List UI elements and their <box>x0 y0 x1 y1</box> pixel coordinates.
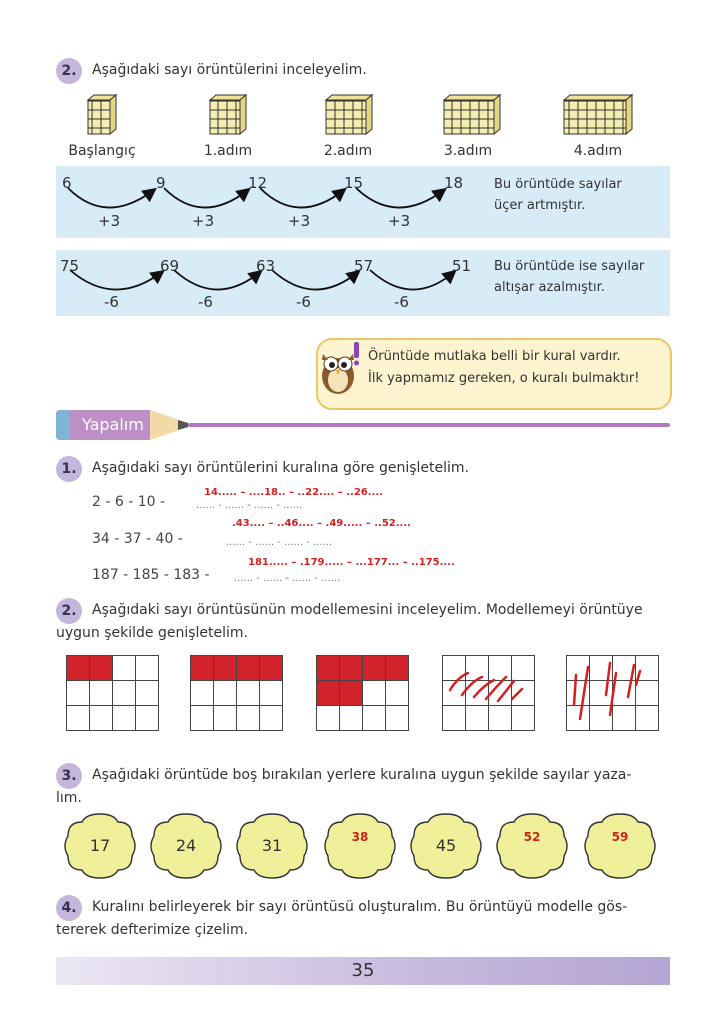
cube-block-start <box>88 95 116 134</box>
model-grid-3 <box>316 655 409 731</box>
yapalim-label: Yapalım <box>82 415 144 434</box>
sequence-given: 2 - 6 - 10 - <box>92 494 166 510</box>
cube-block-step1 <box>210 95 246 134</box>
sequence-number: 6 <box>62 174 72 192</box>
operation-label: +3 <box>98 212 121 230</box>
owl-note-line2: İlk yapmamız gereken, o kuralı bulmaktır! <box>368 371 640 386</box>
band-note-line2: altışar azalmıştır. <box>494 280 605 295</box>
step-label: 1.adım <box>203 143 253 159</box>
owl-note-text <box>368 346 639 390</box>
flower-value: 31 <box>261 836 283 855</box>
question-number-badge: 2. <box>56 58 82 84</box>
handwritten-answer: 14..... – ....18.. – ..22.... – ..26.... <box>204 487 383 498</box>
arrow-arcs-decreasing <box>56 250 496 316</box>
operation-label: +3 <box>288 212 311 230</box>
step-label: 3.adım <box>443 143 493 159</box>
handwritten-scribble-grid-5 <box>566 655 658 735</box>
band-note-line2: üçer artmıştır. <box>494 198 586 213</box>
flower-value: 24 <box>175 836 197 855</box>
cube-block-step3 <box>444 95 500 134</box>
flower-number <box>584 812 656 880</box>
flower-number <box>410 812 482 880</box>
operation-label: -6 <box>198 293 213 311</box>
question-text-line1: Aşağıdaki sayı örüntüsünün modellemesini inceleyelim. Modellemeyi örüntüye <box>92 602 643 618</box>
band-note-line1: Bu örüntüde ise sayılar <box>494 259 645 274</box>
arrow-arcs-increasing <box>56 166 496 238</box>
answer-blanks: ...... - ...... - ...... - ...... <box>226 537 333 548</box>
handwritten-scribble-grid-4 <box>442 655 534 735</box>
question-number-badge: 2. <box>56 598 82 624</box>
question-text-line2: lım. <box>56 790 82 806</box>
question-text-line1: Kuralını belirleyerek bir sayı örüntüsü oluşturalım. Bu örüntüyü modelle gös- <box>92 899 628 915</box>
cube-block-step4 <box>564 95 632 134</box>
sequence-number: 63 <box>256 257 276 275</box>
sequence-number: 9 <box>156 174 166 192</box>
flower-number <box>496 812 568 880</box>
question-number-badge: 4. <box>56 895 82 921</box>
flower-value: 45 <box>435 836 457 855</box>
flower-handwritten-value: 38 <box>351 830 369 844</box>
flower-number <box>324 812 396 880</box>
sequence-number: 57 <box>354 257 374 275</box>
question-text: Aşağıdaki sayı örüntülerini kuralına göre genişletelim. <box>92 460 469 476</box>
flower-handwritten-value: 59 <box>611 830 629 844</box>
flower-handwritten-value: 52 <box>523 830 541 844</box>
page-number: 35 <box>351 960 375 981</box>
question-text-line2: uygun şekilde genişletelim. <box>56 625 249 641</box>
pencil-tip-line <box>150 410 674 440</box>
operation-label: +3 <box>192 212 215 230</box>
answer-blanks: ...... - ...... - ...... - ...... <box>196 500 303 511</box>
sequence-number: 75 <box>60 257 80 275</box>
sequence-number: 15 <box>344 174 364 192</box>
sequence-given: 187 - 185 - 183 - <box>92 567 210 583</box>
model-grid-2 <box>190 655 283 731</box>
operation-label: -6 <box>104 293 119 311</box>
question-text: Aşağıdaki sayı örüntülerini inceleyelim. <box>92 62 367 78</box>
cube-blocks-illustration <box>56 92 676 138</box>
model-grid-1 <box>66 655 159 731</box>
flower-number <box>64 812 136 880</box>
flower-value: 17 <box>89 836 111 855</box>
flower-number <box>236 812 308 880</box>
sequence-number: 69 <box>160 257 180 275</box>
sequence-number: 18 <box>444 174 464 192</box>
step-label: 4.adım <box>573 143 623 159</box>
answer-blanks: ...... - ...... - ...... - ...... <box>234 573 341 584</box>
sequence-given: 34 - 37 - 40 - <box>92 531 183 547</box>
question-number-badge: 3. <box>56 763 82 789</box>
question-text-line2: tererek defterimize çizelim. <box>56 922 249 938</box>
pencil-eraser <box>56 410 70 440</box>
yapalim-banner <box>56 410 152 440</box>
flower-number <box>150 812 222 880</box>
cube-block-step2 <box>326 95 372 134</box>
question-number-badge: 1. <box>56 456 82 482</box>
band-note-line1: Bu örüntüde sayılar <box>494 177 622 192</box>
handwritten-answer: 181..... – .179..... – ...177... – ..175.... <box>248 557 455 568</box>
sequence-number: 51 <box>452 257 472 275</box>
operation-label: +3 <box>388 212 411 230</box>
owl-note-line1: Örüntüde mutlaka belli bir kural vardır. <box>368 349 621 364</box>
operation-label: -6 <box>394 293 409 311</box>
sequence-number: 12 <box>248 174 268 192</box>
step-label: 2.adım <box>323 143 373 159</box>
question-text-line1: Aşağıdaki örüntüde boş bırakılan yerlere kuralına uygun şekilde sayılar yaza- <box>92 767 632 783</box>
step-label: Başlangıç <box>68 143 136 159</box>
operation-label: -6 <box>296 293 311 311</box>
handwritten-answer: .43.... – ..46.... – .49..... – ..52.... <box>232 518 411 529</box>
owl-icon <box>314 340 366 398</box>
